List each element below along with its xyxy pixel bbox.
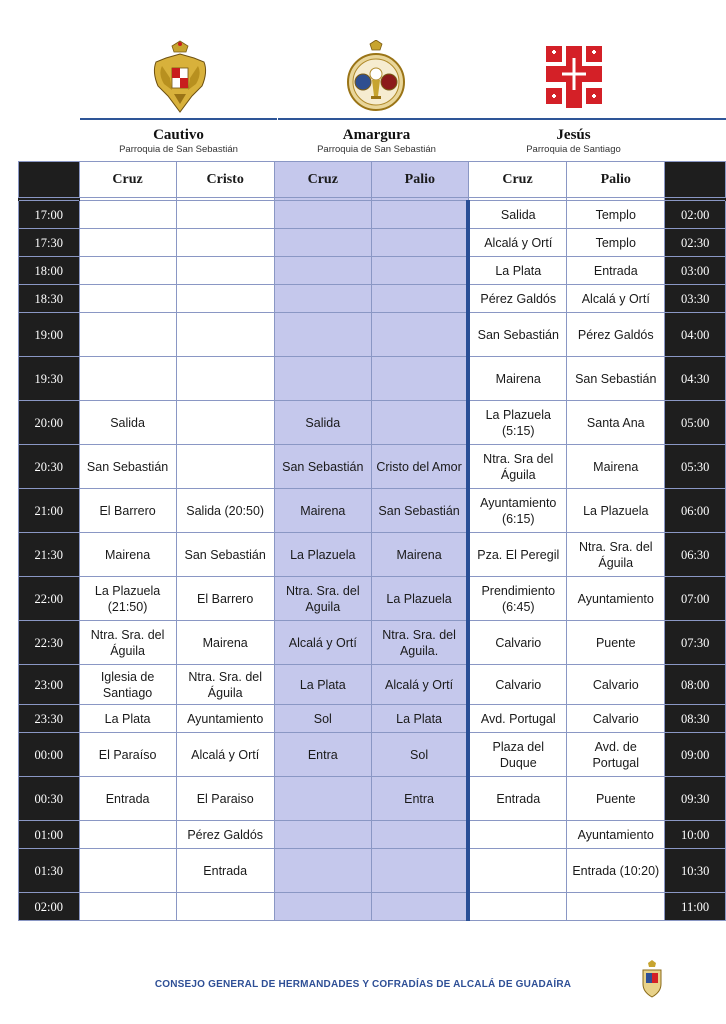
column-header: Palio — [567, 162, 665, 198]
schedule-cell: Salida (20:50) — [176, 489, 274, 533]
time-right: 07:30 — [665, 621, 726, 665]
schedule-cell — [371, 201, 468, 229]
schedule-cell: Mairena — [468, 357, 566, 401]
time-right: 05:30 — [665, 445, 726, 489]
council-crest-icon — [640, 960, 664, 998]
brotherhood-parish: Parroquia de San Sebastián — [317, 144, 436, 155]
schedule-cell: La Plazuela — [274, 533, 371, 577]
schedule-cell — [176, 401, 274, 445]
schedule-cell — [274, 893, 371, 921]
time-right: 09:00 — [665, 733, 726, 777]
schedule-cell: San Sebastián — [274, 445, 371, 489]
schedule-cell — [371, 285, 468, 313]
schedule-cell: Ayuntamiento — [567, 821, 665, 849]
time-left: 21:30 — [19, 533, 80, 577]
time-left: 00:00 — [19, 733, 80, 777]
schedule-cell — [274, 849, 371, 893]
schedule-cell: Entrada (10:20) — [567, 849, 665, 893]
schedule-cell: Plaza del Duque — [468, 733, 566, 777]
schedule-cell — [79, 229, 176, 257]
schedule-cell — [79, 893, 176, 921]
schedule-cell: San Sebastián — [371, 489, 468, 533]
schedule-cell — [274, 285, 371, 313]
time-left: 19:00 — [19, 313, 80, 357]
schedule-cell: Sol — [274, 705, 371, 733]
time-left: 21:00 — [19, 489, 80, 533]
schedule-cell — [176, 257, 274, 285]
schedule-cell: Mairena — [79, 533, 176, 577]
schedule-row — [19, 357, 726, 401]
schedule-row — [19, 229, 726, 257]
schedule-cell: Calvario — [468, 665, 566, 705]
schedule-cell — [371, 893, 468, 921]
schedule-cell — [371, 401, 468, 445]
schedule-cell — [274, 229, 371, 257]
brotherhood-name: Jesús — [556, 127, 591, 143]
schedule-cell — [176, 357, 274, 401]
schedule-cell: Prendimiento (6:45) — [468, 577, 566, 621]
time-left: 01:30 — [19, 849, 80, 893]
cautivo-crest-icon — [148, 40, 212, 116]
schedule-cell: San Sebastián — [468, 313, 566, 357]
schedule-cell — [176, 229, 274, 257]
schedule-cell: Ntra. Sra del Águila — [468, 445, 566, 489]
schedule-cell — [371, 357, 468, 401]
schedule-row — [19, 285, 726, 313]
schedule-row — [19, 821, 726, 849]
schedule-cell — [371, 229, 468, 257]
schedule-cell — [274, 777, 371, 821]
time-left: 00:30 — [19, 777, 80, 821]
schedule-cell: San Sebastián — [567, 357, 665, 401]
schedule-cell — [79, 285, 176, 313]
schedule-row — [19, 733, 726, 777]
time-right: 02:00 — [665, 201, 726, 229]
schedule-cell — [176, 201, 274, 229]
schedule-cell: La Plazuela — [567, 489, 665, 533]
schedule-cell: Entrada — [79, 777, 176, 821]
schedule-cell: Entrada — [176, 849, 274, 893]
schedule-cell: San Sebastián — [79, 445, 176, 489]
schedule-cell: Mairena — [371, 533, 468, 577]
schedule-cell: Puente — [567, 621, 665, 665]
brotherhood-header-jesus — [475, 118, 726, 155]
amargura-crest-icon — [344, 40, 408, 116]
schedule-body — [19, 198, 726, 921]
time-left: 01:00 — [19, 821, 80, 849]
schedule-cell: Ayuntamiento (6:15) — [468, 489, 566, 533]
time-right: 08:00 — [665, 665, 726, 705]
schedule-cell: Entrada — [567, 257, 665, 285]
brotherhood-parish: Parroquia de Santiago — [526, 144, 621, 155]
time-right: 03:00 — [665, 257, 726, 285]
schedule-cell — [274, 257, 371, 285]
schedule-cell: Pérez Galdós — [176, 821, 274, 849]
time-right: 03:30 — [665, 285, 726, 313]
time-left: 18:30 — [19, 285, 80, 313]
schedule-cell: Ntra. Sra. del Águila — [176, 665, 274, 705]
time-right: 06:00 — [665, 489, 726, 533]
schedule-cell — [176, 313, 274, 357]
schedule-row — [19, 777, 726, 821]
schedule-cell — [468, 893, 566, 921]
schedule-cell: Pérez Galdós — [567, 313, 665, 357]
schedule-cell — [176, 445, 274, 489]
schedule-cell: Alcalá y Ortí — [468, 229, 566, 257]
schedule-cell: Salida — [274, 401, 371, 445]
column-header-row — [19, 162, 726, 198]
schedule-cell — [274, 201, 371, 229]
schedule-row — [19, 577, 726, 621]
schedule-cell — [371, 849, 468, 893]
schedule-row — [19, 401, 726, 445]
time-left: 22:00 — [19, 577, 80, 621]
schedule-cell: Avd. de Portugal — [567, 733, 665, 777]
schedule-cell: Iglesia de Santiago — [79, 665, 176, 705]
schedule-row — [19, 533, 726, 577]
schedule-cell: La Plata — [371, 705, 468, 733]
schedule-cell: Ntra. Sra. del Águila — [567, 533, 665, 577]
time-header-right — [665, 162, 726, 198]
jesus-cross-icon — [542, 40, 606, 116]
time-left: 23:30 — [19, 705, 80, 733]
time-right: 06:30 — [665, 533, 726, 577]
schedule-cell: Entrada — [468, 777, 566, 821]
schedule-cell: La Plata — [468, 257, 566, 285]
schedule-cell: Santa Ana — [567, 401, 665, 445]
schedule-cell — [274, 357, 371, 401]
schedule-cell: Alcalá y Ortí — [371, 665, 468, 705]
time-left: 23:00 — [19, 665, 80, 705]
schedule-row — [19, 621, 726, 665]
schedule-cell — [176, 285, 274, 313]
schedule-cell: Pza. El Peregil — [468, 533, 566, 577]
schedule-row — [19, 313, 726, 357]
brotherhood-header-cautivo — [80, 118, 277, 155]
schedule-cell — [371, 821, 468, 849]
schedule-cell: Templo — [567, 201, 665, 229]
brotherhood-parish: Parroquia de San Sebastián — [119, 144, 238, 155]
schedule-cell: Ayuntamiento — [567, 577, 665, 621]
schedule-table — [18, 161, 726, 921]
schedule-cell: Mairena — [274, 489, 371, 533]
schedule-cell: Salida — [468, 201, 566, 229]
schedule-cell: Calvario — [468, 621, 566, 665]
time-left: 17:00 — [19, 201, 80, 229]
time-right: 04:00 — [665, 313, 726, 357]
schedule-cell — [274, 313, 371, 357]
schedule-row — [19, 893, 726, 921]
time-right: 08:30 — [665, 705, 726, 733]
time-right: 09:30 — [665, 777, 726, 821]
schedule-cell: Mairena — [567, 445, 665, 489]
schedule-cell: Alcalá y Ortí — [176, 733, 274, 777]
time-right: 10:00 — [665, 821, 726, 849]
time-left: 19:30 — [19, 357, 80, 401]
schedule-cell — [79, 313, 176, 357]
schedule-cell — [567, 893, 665, 921]
schedule-row — [19, 665, 726, 705]
schedule-cell: El Barrero — [176, 577, 274, 621]
schedule-cell: La Plata — [79, 705, 176, 733]
brotherhood-header-amargura — [278, 118, 475, 155]
time-left: 20:00 — [19, 401, 80, 445]
schedule-cell — [79, 357, 176, 401]
schedule-cell: El Paraíso — [79, 733, 176, 777]
schedule-cell: La Plata — [274, 665, 371, 705]
column-header: Cruz — [79, 162, 176, 198]
schedule-cell: Ayuntamiento — [176, 705, 274, 733]
schedule-cell — [79, 201, 176, 229]
schedule-cell: Calvario — [567, 705, 665, 733]
schedule-cell: Entra — [371, 777, 468, 821]
schedule-row — [19, 705, 726, 733]
schedule-cell — [468, 849, 566, 893]
time-right: 07:00 — [665, 577, 726, 621]
schedule-cell: Avd. Portugal — [468, 705, 566, 733]
schedule-cell — [468, 821, 566, 849]
schedule-row — [19, 445, 726, 489]
schedule-cell: Puente — [567, 777, 665, 821]
schedule-cell: Templo — [567, 229, 665, 257]
schedule-cell: Alcalá y Ortí — [567, 285, 665, 313]
schedule-cell — [79, 849, 176, 893]
time-right: 11:00 — [665, 893, 726, 921]
schedule-cell: Alcalá y Ortí — [274, 621, 371, 665]
schedule-cell: Ntra. Sra. del Águila — [79, 621, 176, 665]
time-right: 02:30 — [665, 229, 726, 257]
schedule-cell — [371, 313, 468, 357]
schedule-cell: San Sebastián — [176, 533, 274, 577]
time-right: 10:30 — [665, 849, 726, 893]
schedule-row — [19, 849, 726, 893]
column-header: Palio — [371, 162, 468, 198]
column-header: Cruz — [274, 162, 371, 198]
time-left: 02:00 — [19, 893, 80, 921]
schedule-row — [19, 257, 726, 285]
time-left: 22:30 — [19, 621, 80, 665]
schedule-cell: Calvario — [567, 665, 665, 705]
schedule-cell: Salida — [79, 401, 176, 445]
schedule-cell: La Plazuela — [371, 577, 468, 621]
schedule-cell — [371, 257, 468, 285]
time-left: 17:30 — [19, 229, 80, 257]
schedule-cell: Ntra. Sra. del Aguila. — [371, 621, 468, 665]
time-header-left — [19, 162, 80, 198]
schedule-row — [19, 201, 726, 229]
schedule-cell: La Plazuela (5:15) — [468, 401, 566, 445]
schedule-cell: Ntra. Sra. del Aguila — [274, 577, 371, 621]
schedule-cell — [274, 821, 371, 849]
schedule-cell: El Barrero — [79, 489, 176, 533]
column-header: Cristo — [176, 162, 274, 198]
schedule-cell: El Paraiso — [176, 777, 274, 821]
time-left: 20:30 — [19, 445, 80, 489]
schedule-cell: La Plazuela (21:50) — [79, 577, 176, 621]
schedule-cell — [79, 257, 176, 285]
time-right: 05:00 — [665, 401, 726, 445]
schedule-cell: Entra — [274, 733, 371, 777]
time-left: 18:00 — [19, 257, 80, 285]
schedule-cell — [176, 893, 274, 921]
schedule-row — [19, 489, 726, 533]
schedule-cell: Sol — [371, 733, 468, 777]
time-right: 04:30 — [665, 357, 726, 401]
footer-title: CONSEJO GENERAL DE HERMANDADES Y COFRADÍAS DE ALCALÁ DE GUADAÍRA — [154, 979, 572, 990]
schedule-cell: Mairena — [176, 621, 274, 665]
schedule-cell — [79, 821, 176, 849]
brotherhood-name: Cautivo — [153, 127, 204, 143]
brotherhood-name: Amargura — [342, 127, 411, 143]
schedule-cell: Cristo del Amor — [371, 445, 468, 489]
schedule-cell: Pérez Galdós — [468, 285, 566, 313]
column-header: Cruz — [468, 162, 566, 198]
